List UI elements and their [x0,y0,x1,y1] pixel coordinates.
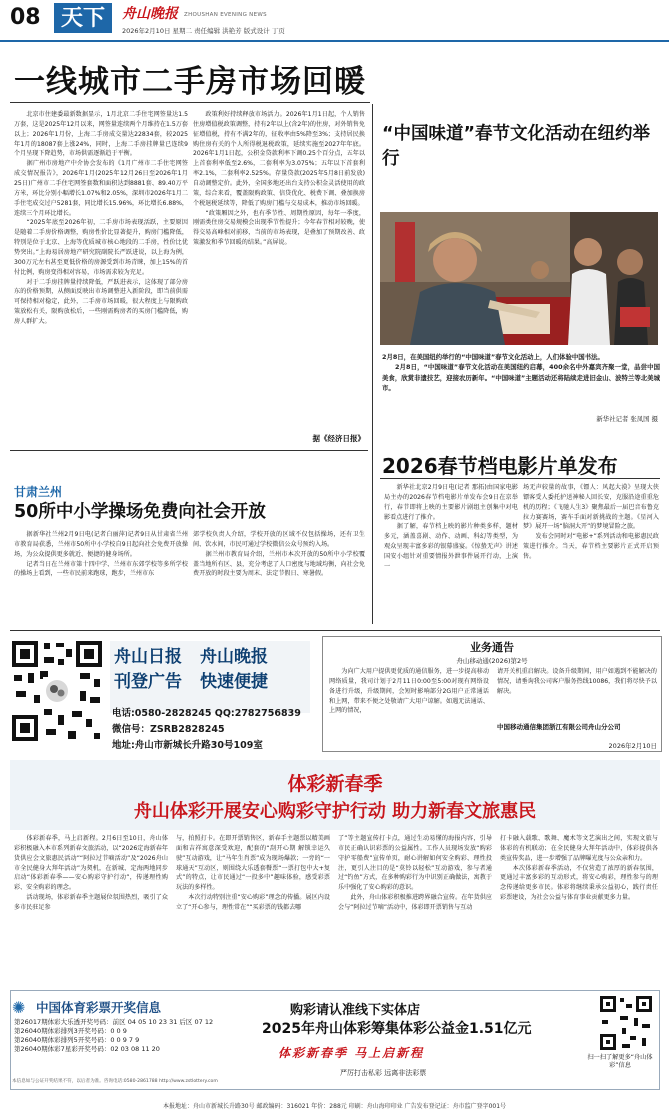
lottery-slogan-1: 购彩请认准线下实体店 [290,1003,421,1018]
story4-headline: 2026春节档电影片单发布 [382,454,618,478]
story5-col1: 体彩新春季，马上启新程。2月6日至10日，舟山体彩积极融入本市系列新春文旅活动，以“2026定海新春年货供应会文旅惠民活动”“阿拉过节嘀活动”及“2026舟山市全民健身大拜年活动”为契机，在新城、定海两地同步启动“体彩新春季——安心购彩守护行动”，传递理性购彩、安全购彩的理念。 活动现场，体彩新春季主题展位氛围热烈，吸引了众多市民驻足参 [14,835,168,912]
newspaper-ad [10,635,316,750]
newspaper-logo: 舟山晚报 [122,6,178,22]
issue-meta: 2026年2月10日 星期二 责任编辑 洪艳芳 版式设计 丁页 [122,27,285,35]
story2-col2: 郊学校负责人介绍，学校开放的区域不仅包括操场，还有卫生间、饮水间，市民可通过学校微信公众号预约入场。 据兰州市教育局介绍，兰州市本次开放的50所中小学校覆盖当地所有区、县，充分考虑了人口密度与地域均衡，向社会免费开放的时段主要为周末、法定节假日、寒暑假。 [193,531,365,578]
page-footer: 本报地址：舟山市新城长升路30号 邮政编码：316021 年价：288元 印刷：舟山海印印业 广告发布登记证：舟市监广登字001号 [162,1103,507,1110]
page-number: 08 [10,5,41,30]
story1-headline: 一线城市二手房市场回暖 [14,64,366,100]
lottery-result-line: 第26017期体彩大乐透开奖号码：前区 04 05 10 23 31 后区 07 12 [14,1018,214,1026]
ad-slogan-1: 刊登广告 [114,672,182,692]
photo-calligraphy [380,212,658,345]
ad-paper-2: 舟山晚报 [200,647,268,667]
story5-headline-2: 舟山体彩开展安心购彩守护行动 助力新春文旅惠民 [133,801,537,822]
story3-caption: 2月8日，在美国纽约举行的“中国味道”春节文化活动上，人们体验中国书法。 2月8日，“中国味道”春节文化活动在美国纽约启幕，400余名中外嘉宾齐聚一堂，品尝中国美食，欣赏非遗技艺，迎接农历新年。“中国味道”主题活动还将陆续走进旧金山、波特兰等北美城市。 [382,353,660,393]
lottery-footnote: 本信息如与公证开奖结果不符，以后者为准。咨询电话:0580-2861788 http://www.zstlottery.com [12,1079,218,1084]
business-notice [322,636,662,752]
story2-col1: 据新华社兰州2月9日电(记者白丽萍)记者9日从甘肃省兰州市教育局获悉，兰州市50所中小学校自9日起向社会免费开放操场，为公众提供更多就近、便捷的健身场所。 记者当日在兰州市第十四中学、兰州市东郊学校等多所学校的操场上看到，一些市民前来跑球，跑步，兰州市东 [14,531,188,578]
story5-headline-1: 体彩新春季 [287,773,383,795]
story5-col3: 了”等主题宣传打卡点，通过生动易懂的海报内容，引导市民正确认识彩票的公益属性。工作人员现场发放“购彩守护零船费”宣传单页，耐心讲解如何安全购彩、理性投注，更引人注目的是“莫铃以轻松”互动游戏，参与者通过“钓鱼”方式，在多种购彩行为中识别正确做法，寓教于乐中强化了安心购彩的意识。 此外，舟山体彩积极推进跨界融合宣传。在年货供应会与“阿拉过节嘀”活动中，体彩即开票销售与互动 [338,835,492,912]
ad-slogan-2: 快速便捷 [200,672,268,692]
lottery-result-line: 第26040期体彩排列5开奖号码：0 0 9 7 9 [14,1036,140,1045]
photo-illustration [380,212,658,345]
story4-col2: 场无声较量的故事，《镖人：风起大漠》呈现大侠镖客受人委托护送神秘人回长安，克服沿途重重危机的历程；《飞驰人生3》聚焦最后一届巴音布鲁克拉力赛赛场，赛车手面对新挑战的主题。《星河入梦》展开一场“脑洞大开”的梦境冒险之旅。 发布会同时对“电影+”系列活动和电影惠民政策进行推介。当天，春节档主要影片正式开启预售。 [523,484,659,561]
column-name: 天下 [54,3,112,33]
qr-code-graphic [10,639,104,743]
story2-headline: 50所中小学操场免费向社会开放 [14,502,266,522]
sports-lottery-icon: ✺ [12,998,26,1017]
story1-col1: 北京市住建委最新数据显示，1月北京二手住宅网签量达1.5万套，这是2025年12月以来，网签量连续两个月维持在1.5万套以上；2026年1月份，上海二手房成交量达22834套，较2025年1月的18087套上涨24%，同时，上海二手房挂牌量已连续9个月呈现下降趋势，市场供需逐渐趋于平衡。 据广州市房地产中介协会发布的《1月广州市二手住宅网签成交情况报告》，2026年1月(2025年12月26日至2026年1月25日)广州市二手住宅网签套数和面积达到8881套、89.40万平方米，环比分别小幅增长1.07%和2.05%，深圳市2026年1月二手住宅成交过户5281套，同比增长15.96%，环比增长6.88%，连续三个月环比增长。 “2025年底至2026年初，二手房市场表现活跃，主要原因是随着二手房价格调整，购房性价比显著提升，购房门槛降低，特别是位于北京、上海等优质城市核心地段的二手房，性价比优势突出。”上海易居房地产研究院副院长严跃进说，以上海为例，300万元左右甚至更低价格的房源受到市场青睐，加上15%的首付比例，购房变得相对容易，市场需求较为充足。 对于二手房挂牌量持续降低，严跃进表示，这体现了部分房东的价格预期，从侧面反映出市场调整进入新阶段，即当前供需可保持相对稳定，此外，二手房市场回暖，很大程度上与限购政策放松有关，限购放松后，一些刚需购房者的买房门槛降低，购房人群扩大。 [14,111,188,326]
lottery-title: 中国体育彩票开奖信息 [36,1000,162,1015]
story5-col4: 打卡融入载歌、歌舞、魔术等文艺演出之间，实现文旅与体彩的有机联动；在全民健身大拜年活动中，体彩提供各类宣传奖品，进一步增强了品牌曝光度与公众亲和力。 本次体彩新春季活动，不仅营造了浓厚的新春氛围，更通过丰富多彩的互动形式，将安心购彩，理性参与的理念传递给更多市民。体彩将继续秉承公益初心，践行责任彩票建设，为社会公益与体育事业贡献更多力量。 [500,835,658,902]
ad-phone: 电话:0580-2828245 QQ:2782756839 [112,708,301,719]
divider [380,478,660,479]
ad-paper-1: 舟山日报 [114,647,182,667]
ad-wechat: 微信号：ZSRB2828245 [112,724,225,735]
lottery-result-line: 第26040期体彩7星彩开奖号码：02 03 08 11 20 [14,1045,160,1054]
notice-col1: 为向广大用户提供更优质的通信服务，进一步提高移动网络质量，我司计划于2月11日0:00至5:00对现有网络设备进行升级，升级期间，会短时影响部分2G用户正常通话和上网，带来不便之处敬请广大用户谅解。如遇无法通话、上网的情况， [329,668,489,715]
notice-title: 业务通告 [470,641,514,654]
story4-col1: 新华社北京2月9日电(记者 那拓)由国家电影局主办的2026春节档电影片单发布会9日在京举行，春节即将上映的主要影片剧组主创集中对电影看点进行了推介。 据了解，春节档上映的影片种类多样，题材多元，涵盖喜剧、动作、动画、科幻等类型，为观众呈现丰富多彩的银幕盛宴。《惊蛰无声》讲述国安小组针对重要情报外泄事件展开行动，上演一 [384,484,518,570]
notice-col2: 请开关机重启解决。设备升级期间，用户如遇到不能解决的情况，请垂询我公司客户服务热线10086，我们将尽快予以解决。 [497,668,657,695]
header-rule [0,40,669,42]
ad-address: 地址:舟山市新城长升路30号109室 [112,740,263,751]
story5-col2: 与，拍照打卡。在即开票销售区，新春手主题票以精美画面和吉祥寓意深受欢迎，配套的“刮开心期 解锁幸运久驶”互动游戏，让“马年生肖票”成为现场爆款；一旁的“一球通天”互动区，则围绕大乐透套餐票“一票打包中大+复式”的特点，让市民通过“一投多中”趣味体验，感受彩票玩法的多样性。 本次行动特别注重“安心购彩”理念的传播。展区内设立了“开心参与，理性常在”“买彩票的钱都去哪 [176,835,330,912]
divider [10,102,370,103]
story3-credit: 新华社记者 张凤国 摄 [596,415,658,423]
story1-col2: 政策利好持续释放市场活力。2026年1月1日起，个人销售住房增值税政策调整，持有2年以上(含2年)的住房，对外销售免征增值税，持有不满2年的，征收率由5%降至3%；支持居民换购住房有关的个人所得税退税政策，延续实施至2027年年底。2026年1月1日起，公积金贷款利率下调0.25个百分点，五年以上首套利率低至2.6%，二套利率为3.075%；五年以下首套利率2.1%，二套利率2.525%。存量贷款(2025年5月8日前发放)自动调整定价。此外，全国多地还出台支持公积金灵活使用的政策，综合来看，覆盖限购政策、信贷优化、税费下调、叠加换房个税退税延续等，降低了购房门槛与交易成本，推动市场回暖。 “政策厢因之外，也有季节性、周期性原因，每年一季度，刚需类住房交易规模会出现季节性提升；今年春节相对较晚，使得交易高峰相对前移，当前的市场表现，是叠加了预期改善、政策激发和季节回暖的结果。”高屏说。 [193,111,365,247]
lottery-qr-graphic [598,994,654,1052]
notice-date: 2026年2月10日 [608,742,657,750]
lottery-result-line: 第26040期体彩排列3开奖号码：0 0 9 [14,1027,127,1036]
page-header [0,0,669,42]
story3-headline: “中国味道”春节文化活动在纽约举行 [382,124,651,170]
lottery-qr-caption: 扫一扫了解更多“舟山体彩”信息 [587,1054,653,1070]
lottery-slogan-3: 体彩新春季 马上启新程 [278,1046,425,1060]
lottery-slogan-2: 2025年舟山体彩筹集体彩公益金1.51亿元 [262,1021,532,1037]
divider [10,450,368,451]
qr-code-icon [10,639,104,743]
column-divider [372,104,373,624]
story1-byline: 据《经济日报》 [312,434,365,443]
divider [10,630,660,631]
lottery-header [10,998,310,1016]
story2-kicker: 甘肃兰州 [14,485,63,499]
notice-signer: 中国移动通信集团浙江有限公司舟山分公司 [497,723,621,731]
newspaper-logo-en: ZHOUSHAN EVENING NEWS [184,12,267,18]
lottery-qr-icon [598,994,654,1052]
lottery-slogan-4: 严厉打击私彩 远离非法彩票 [340,1069,427,1077]
notice-subtitle: 舟山移动通(2026)第2号 [456,657,528,665]
